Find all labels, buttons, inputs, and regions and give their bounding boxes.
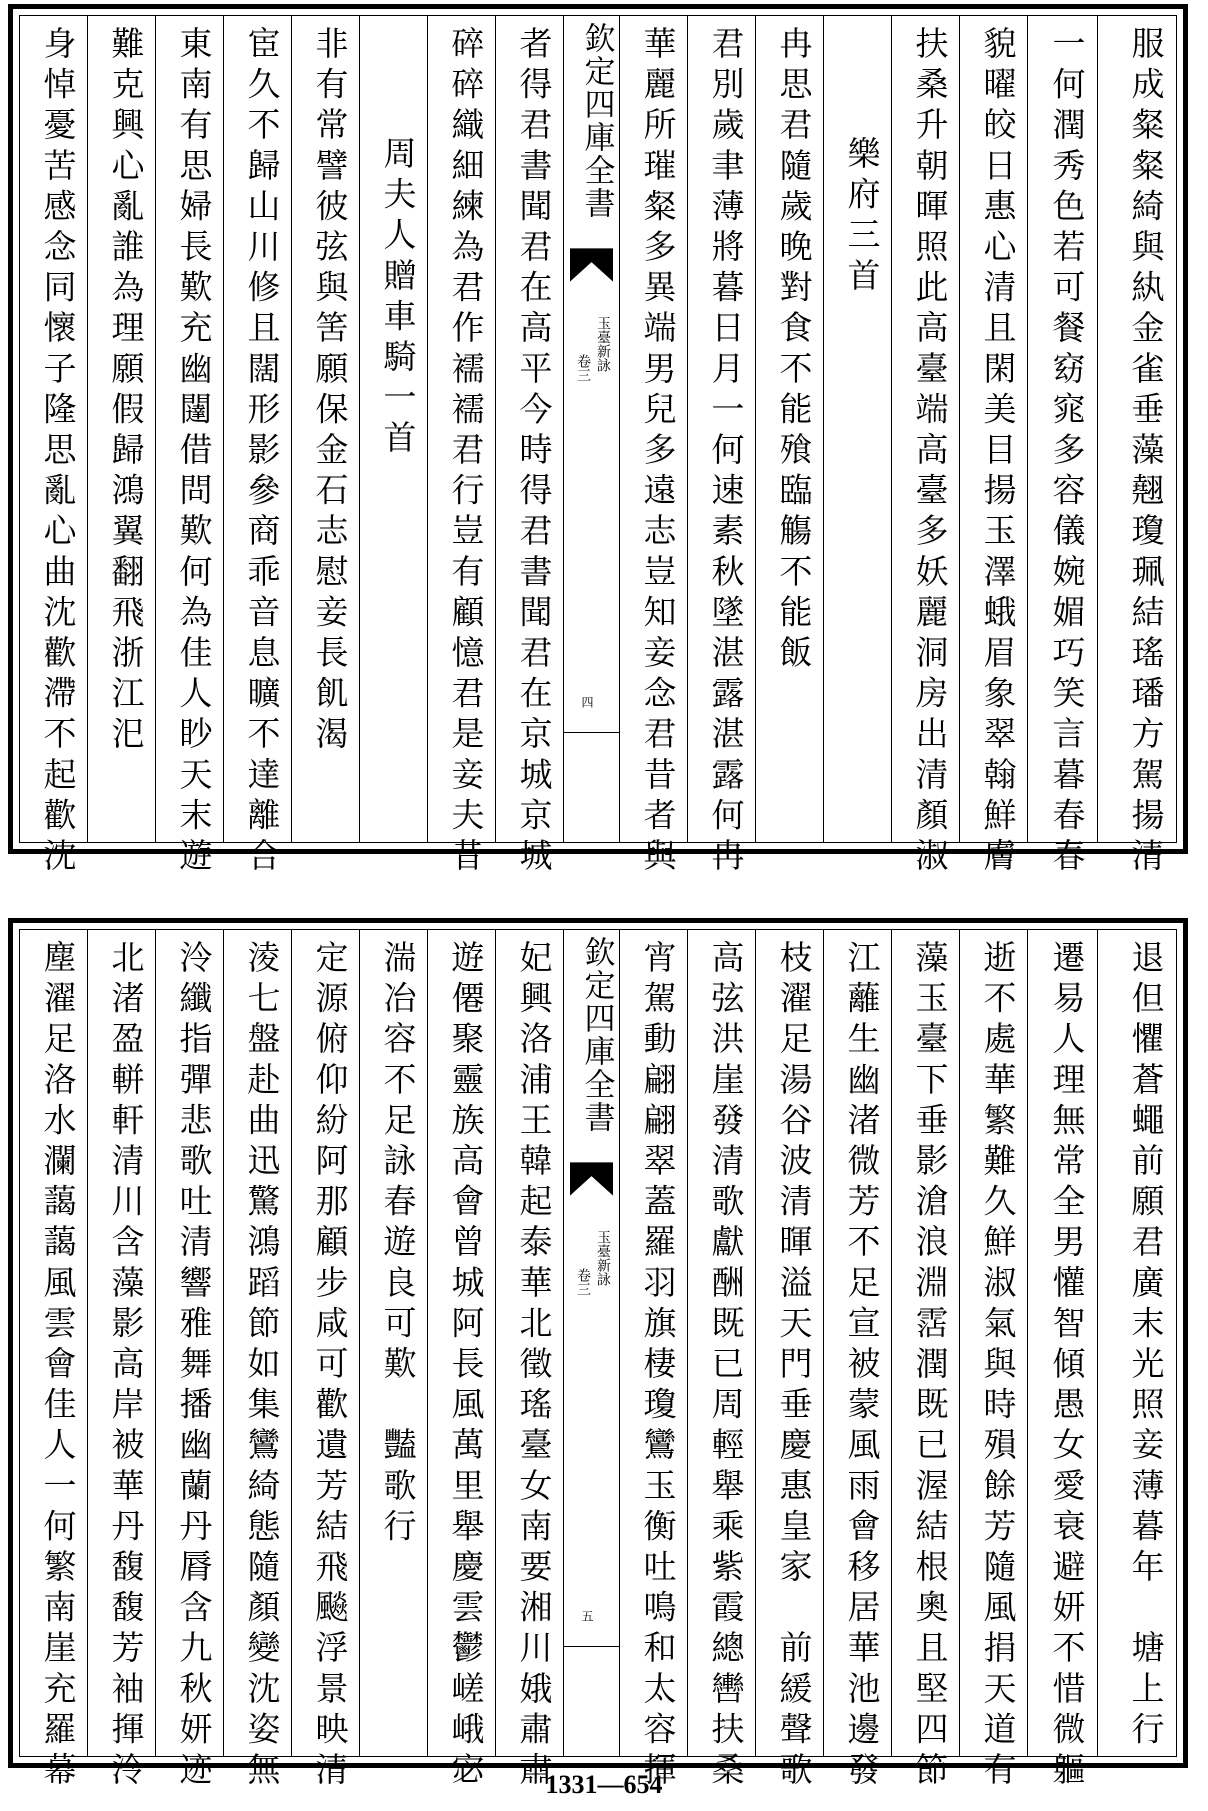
column-text: 宦久不歸山川修且闊形影參商乖音息曠不達離合 bbox=[242, 26, 282, 879]
text-column bbox=[824, 16, 892, 842]
column-text: 華麗所璀粲多異端男兒多遠志豈知妾念君昔者與 bbox=[638, 26, 678, 879]
column-text: 高弦洪崖發清歌獻酬既已周輕舉乘紫霞總轡扶桑 bbox=[706, 940, 746, 1793]
fold-gutter bbox=[564, 16, 620, 842]
text-column bbox=[428, 16, 496, 879]
column-text: 北渚盈軿軒清川含藻影高岸被華丹馥馥芳袖揮泠 bbox=[106, 940, 146, 1793]
gutter-rule bbox=[564, 1646, 619, 1647]
column-text: 者得君書聞君在高平今時得君書聞君在京城京城 bbox=[514, 26, 554, 879]
column-text: 一何潤秀色若可餐窈窕多容儀婉媚巧笑言暮春春 bbox=[1047, 26, 1087, 879]
poem-title: 周夫人贈車騎一首 bbox=[378, 136, 418, 461]
gutter-book-name: 玉臺新詠 bbox=[595, 316, 611, 372]
text-column bbox=[88, 930, 156, 1793]
column-text: 扶桑升朝暉照此高臺端高臺多妖麗洞房出清顏淑 bbox=[910, 26, 950, 879]
text-column bbox=[156, 930, 224, 1793]
text-column bbox=[756, 930, 824, 1793]
text-column bbox=[892, 16, 960, 879]
text-column bbox=[1028, 16, 1098, 879]
text-column bbox=[620, 16, 688, 879]
text-column bbox=[360, 930, 428, 1756]
gutter-page-number: 五 bbox=[580, 1610, 594, 1622]
column-text: 非有常譬彼弦與筈願保金石志慰妾長飢渴 bbox=[310, 26, 350, 757]
page-footer-number: 1331—654 bbox=[545, 1770, 663, 1799]
text-column bbox=[1098, 930, 1185, 1756]
text-column bbox=[292, 930, 360, 1793]
column-text: 藻玉臺下垂影滄浪淵霑潤既已渥結根奧且堅四節 bbox=[910, 940, 950, 1793]
text-column bbox=[20, 16, 88, 879]
column-text: 身悼憂苦感念同懷子隆思亂心曲沈歡滯不起歡沈 bbox=[38, 26, 78, 879]
column-text: 難克興心亂誰為理願假歸鴻翼翻飛浙江汜 bbox=[106, 26, 146, 757]
fold-gutter bbox=[564, 930, 620, 1756]
text-column bbox=[620, 930, 688, 1793]
column-text: 宵駕動翩翩翠蓋羅羽旗棲瓊鸞玉衡吐鳴和太容揮 bbox=[638, 940, 678, 1793]
text-column bbox=[1098, 16, 1185, 879]
gutter-page-number: 四 bbox=[580, 696, 594, 708]
text-column bbox=[496, 16, 564, 879]
text-column bbox=[824, 930, 892, 1793]
text-column bbox=[960, 930, 1028, 1793]
text-column bbox=[496, 930, 564, 1793]
column-text: 枝濯足湯谷波清暉溢天門垂慶惠皇家 前緩聲歌 bbox=[774, 940, 814, 1793]
text-column bbox=[20, 930, 88, 1793]
text-column bbox=[688, 16, 756, 879]
gutter-rule bbox=[564, 732, 619, 733]
top-page-frame bbox=[8, 4, 1188, 879]
text-column bbox=[688, 930, 756, 1793]
top-page-inner-frame bbox=[19, 15, 1177, 879]
text-column bbox=[756, 16, 824, 842]
column-text: 淩七盤赴曲迅驚鴻蹈節如集鸞綺態隨顏變沈姿無 bbox=[242, 940, 282, 1793]
text-column bbox=[892, 930, 960, 1793]
column-text: 定源俯仰紛阿那顧步咸可歡遺芳結飛飈浮景映清 bbox=[310, 940, 350, 1793]
gutter-book-name: 玉臺新詠 bbox=[595, 1230, 611, 1286]
text-column bbox=[428, 930, 496, 1793]
text-column bbox=[292, 16, 360, 842]
text-column bbox=[88, 16, 156, 842]
gutter-title: 欽定四庫全書 bbox=[578, 22, 615, 220]
text-column bbox=[960, 16, 1028, 879]
gutter-volume: 卷三 bbox=[575, 1268, 591, 1296]
text-column bbox=[1028, 930, 1098, 1793]
poem-title: 樂府三首 bbox=[842, 136, 882, 299]
column-text: 東南有思婦長歎充幽闥借問歎何為佳人眇天末遊 bbox=[174, 26, 214, 879]
fish-tail-mark bbox=[570, 1162, 613, 1196]
gutter-title: 欽定四庫全書 bbox=[578, 936, 615, 1134]
text-column bbox=[224, 16, 292, 879]
text-column bbox=[224, 930, 292, 1793]
column-text: 退但懼蒼蠅前願君廣末光照妾薄暮年 塘上行 bbox=[1126, 940, 1166, 1752]
column-text: 妃興洛浦王韓起泰華北徵瑤臺女南要湘川娥肅肅 bbox=[514, 940, 554, 1793]
text-column bbox=[156, 16, 224, 879]
text-column bbox=[360, 16, 428, 842]
column-text: 逝不處華繁難久鮮淑氣與時殞餘芳隨風捐天道有 bbox=[978, 940, 1018, 1793]
fish-tail-mark bbox=[570, 248, 613, 282]
column-text: 遊僊聚靈族高會曾城阿長風萬里舉慶雲鬱嵯峨宓 bbox=[446, 940, 486, 1793]
gutter-volume: 卷三 bbox=[575, 354, 591, 382]
column-text: 塵濯足洛水瀾藹藹風雲會佳人一何繁南崖充羅幕 bbox=[38, 940, 78, 1793]
column-text: 君別歲聿薄將暮日月一何速素秋墜湛露湛露何冉 bbox=[706, 26, 746, 879]
column-text: 貌曜皎日惠心清且閑美目揚玉澤蛾眉象翠翰鮮膚 bbox=[978, 26, 1018, 879]
column-text: 冉思君隨歲晚對食不能飱臨觴不能飯 bbox=[774, 26, 814, 676]
column-text: 泠纖指彈悲歌吐清響雅舞播幽蘭丹脣含九秋妍迹 bbox=[174, 940, 214, 1793]
column-text: 江蘺生幽渚微芳不足宣被蒙風雨會移居華池邊發 bbox=[842, 940, 882, 1793]
column-text: 服成粲粲綺與紈金雀垂藻翹瓊珮結瑤璠方駕揚清 bbox=[1126, 26, 1166, 879]
column-text: 湍冶容不足詠春遊良可歎 豔歌行 bbox=[378, 940, 418, 1549]
column-text: 碎碎織細練為君作襦襦君行豈有顧憶君是妾夫昔 bbox=[446, 26, 486, 879]
column-text: 遷易人理無常全男懽智傾愚女愛衰避妍不惜微軀 bbox=[1047, 940, 1087, 1793]
